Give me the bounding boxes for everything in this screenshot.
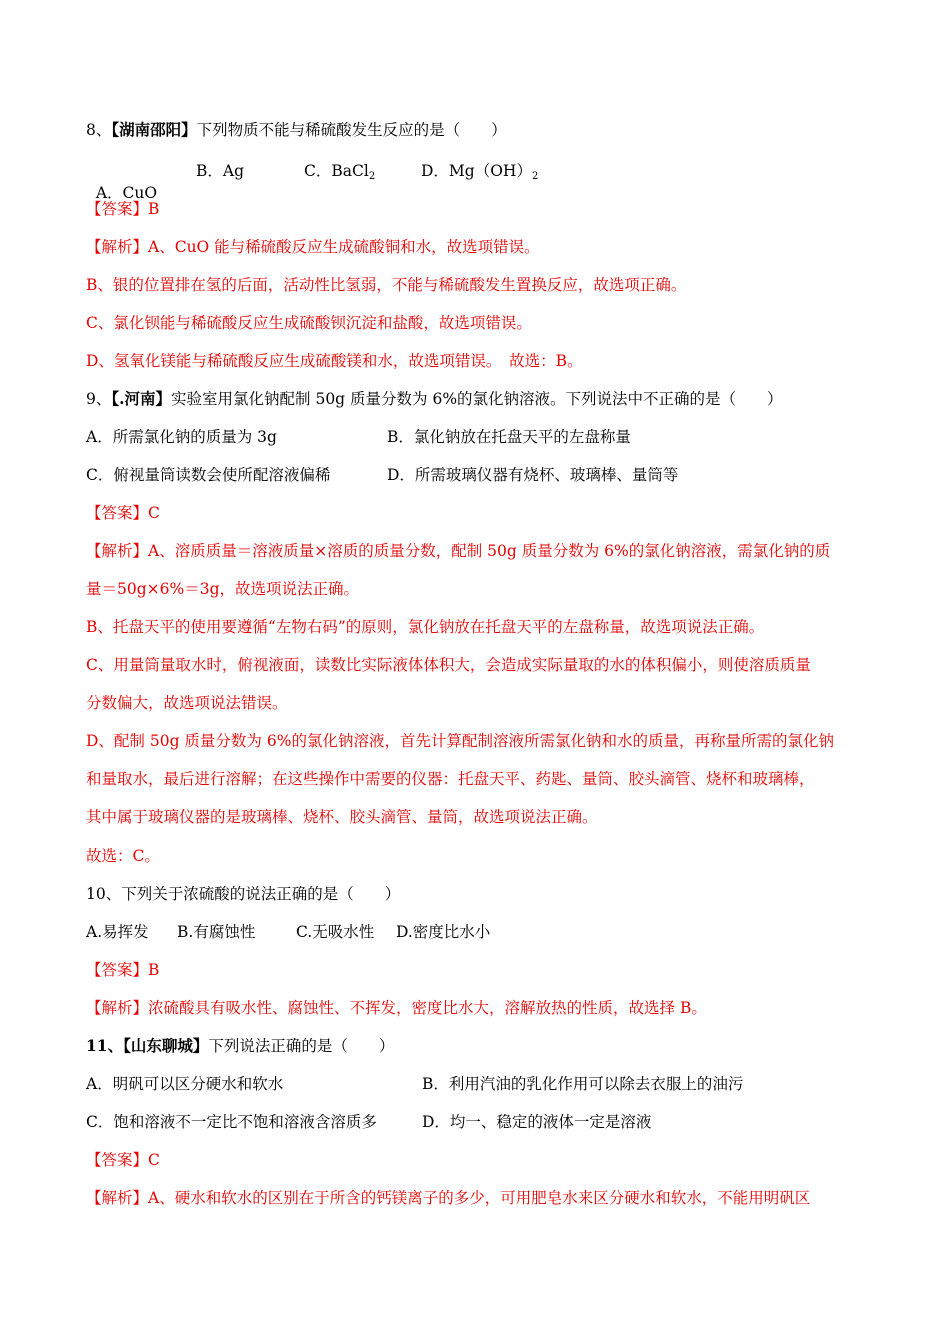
q9-option-a: A．所需氯化钠的质量为 3g <box>86 428 277 446</box>
analysis-tag: 【解析】 <box>86 999 149 1017</box>
q9-stem: 实验室用氯化钠配制 50g 质量分数为 6%的氯化钠溶液。下列说法中不正确的是（ ） <box>171 390 783 408</box>
q9-analysis-line-6: D、配制 50g 质量分数为 6%的氯化钠溶液，首先计算配制溶液所需氯化钠和水的质量，再称量所需的氯化钠 <box>86 732 834 750</box>
q9-answer <box>86 502 160 524</box>
q9-number: 9、 <box>86 390 112 408</box>
q8-analysis-line-1: 【解析】A、CuO 能与稀硫酸反应生成硫酸铜和水，故选项错误。 <box>86 238 540 256</box>
q11-stem: 下列说法正确的是（ ） <box>208 1037 395 1055</box>
q9-option-b: B．氯化钠放在托盘天平的左盘称量 <box>387 428 631 446</box>
answer-value: B <box>148 200 160 218</box>
answer-value: C <box>148 504 160 522</box>
q11-option-a: A．明矾可以区分硬水和软水 <box>86 1075 284 1093</box>
answer-tag: 【答案】 <box>86 961 149 979</box>
q8-analysis-line-2: B、银的位置排在氢的后面，活动性比氢弱，不能与稀硫酸发生置换反应，故选项正确。 <box>86 276 687 294</box>
q8-source-tag: 【湖南邵阳】 <box>111 120 197 139</box>
q9-option-c: C．俯视量筒读数会使所配溶液偏稀 <box>86 466 331 484</box>
q8-answer <box>86 198 159 220</box>
q8-option-a: A．CuO <box>95 184 158 202</box>
q9-analysis-line-8: 其中属于玻璃仪器的是玻璃棒、烧杯、胶头滴管、量筒，故选项说法正确。 <box>86 808 598 826</box>
q10-option-a: A.易挥发 <box>86 923 149 941</box>
q10-analysis: 【解析】浓硫酸具有吸水性、腐蚀性、不挥发，密度比水大，溶解放热的性质，故选择 B。 <box>86 999 707 1017</box>
analysis-tag: 【解析】 <box>86 238 149 256</box>
q10-stem: 10、下列关于浓硫酸的说法正确的是（ ） <box>86 885 401 903</box>
q8-analysis-line-3: C、氯化钡能与稀硫酸反应生成硫酸钡沉淀和盐酸，故选项错误。 <box>86 314 532 332</box>
q11-option-d: D．均一、稳定的液体一定是溶液 <box>422 1113 652 1131</box>
q11-answer <box>86 1149 160 1171</box>
q11-option-c: C．饱和溶液不一定比不饱和溶液含溶质多 <box>86 1113 377 1131</box>
q11-analysis-line-1: 【解析】A、硬水和软水的区别在于所含的钙镁离子的多少，可用肥皂水来区分硬水和软水，不能用明矾区 <box>86 1189 811 1207</box>
q8-stem: 下列物质不能与稀硫酸发生反应的是（ ） <box>196 121 507 139</box>
answer-tag: 【答案】 <box>86 200 149 218</box>
q9-analysis-line-2: 量＝50g×6%＝3g，故选项说法正确。 <box>86 580 360 598</box>
answer-tag: 【答案】 <box>86 1151 149 1169</box>
q9-analysis-line-7: 和量取水，最后进行溶解；在这些操作中需要的仪器：托盘天平、药匙、量筒、胶头滴管、烧杯和玻璃棒， <box>86 770 815 788</box>
q8-number: 8、 <box>86 121 112 139</box>
q9-source-tag: 【.河南】 <box>111 389 172 408</box>
analysis-tag: 【解析】 <box>86 542 149 560</box>
q11-option-b: B．利用汽油的乳化作用可以除去衣服上的油污 <box>422 1075 744 1093</box>
q8-option-c: C．BaCl$_2$ <box>304 162 376 182</box>
q11-number: 11、 <box>86 1036 124 1055</box>
q9-analysis-line-1: 【解析】A、溶质质量＝溶液质量×溶质的质量分数，配制 50g 质量分数为 6%的氯化钠溶液，需氯化钠的质 <box>86 542 831 560</box>
q8-analysis-line-4: D、氢氧化镁能与稀硫酸反应生成硫酸镁和水，故选项错误。 故选：B。 <box>86 352 583 370</box>
q8-option-b: B．Ag <box>196 162 245 180</box>
answer-value: B <box>148 961 160 979</box>
q9-conclusion: 故选：C。 <box>86 847 160 865</box>
q10-answer <box>86 959 159 981</box>
q9-stem-line <box>86 388 783 410</box>
q8-option-d: D．$Mg(OH)_2$ <box>421 162 539 182</box>
q9-analysis-line-4: C、用量筒量取水时，俯视液面，读数比实际液体体积大，会造成实际量取的水的体积偏小，则使溶质质量 <box>86 656 811 674</box>
q11-stem-line <box>86 1035 394 1057</box>
answer-value: C <box>148 1151 160 1169</box>
analysis-tag: 【解析】 <box>86 1189 149 1207</box>
q11-source-tag: 【山东聊城】 <box>123 1036 209 1055</box>
q10-option-c: C.无吸水性 <box>296 923 375 941</box>
q10-option-b: B.有腐蚀性 <box>177 923 256 941</box>
q9-analysis-line-3: B、托盘天平的使用要遵循“左物右码”的原则，氯化钠放在托盘天平的左盘称量，故选项说法正确。 <box>86 618 765 636</box>
q8-stem-line <box>86 119 507 141</box>
q9-analysis-line-5: 分数偏大，故选项说法错误。 <box>86 694 288 712</box>
q9-option-d: D．所需玻璃仪器有烧杯、玻璃棒、量筒等 <box>387 466 679 484</box>
answer-tag: 【答案】 <box>86 504 149 522</box>
q10-option-d: D.密度比水小 <box>396 923 491 941</box>
